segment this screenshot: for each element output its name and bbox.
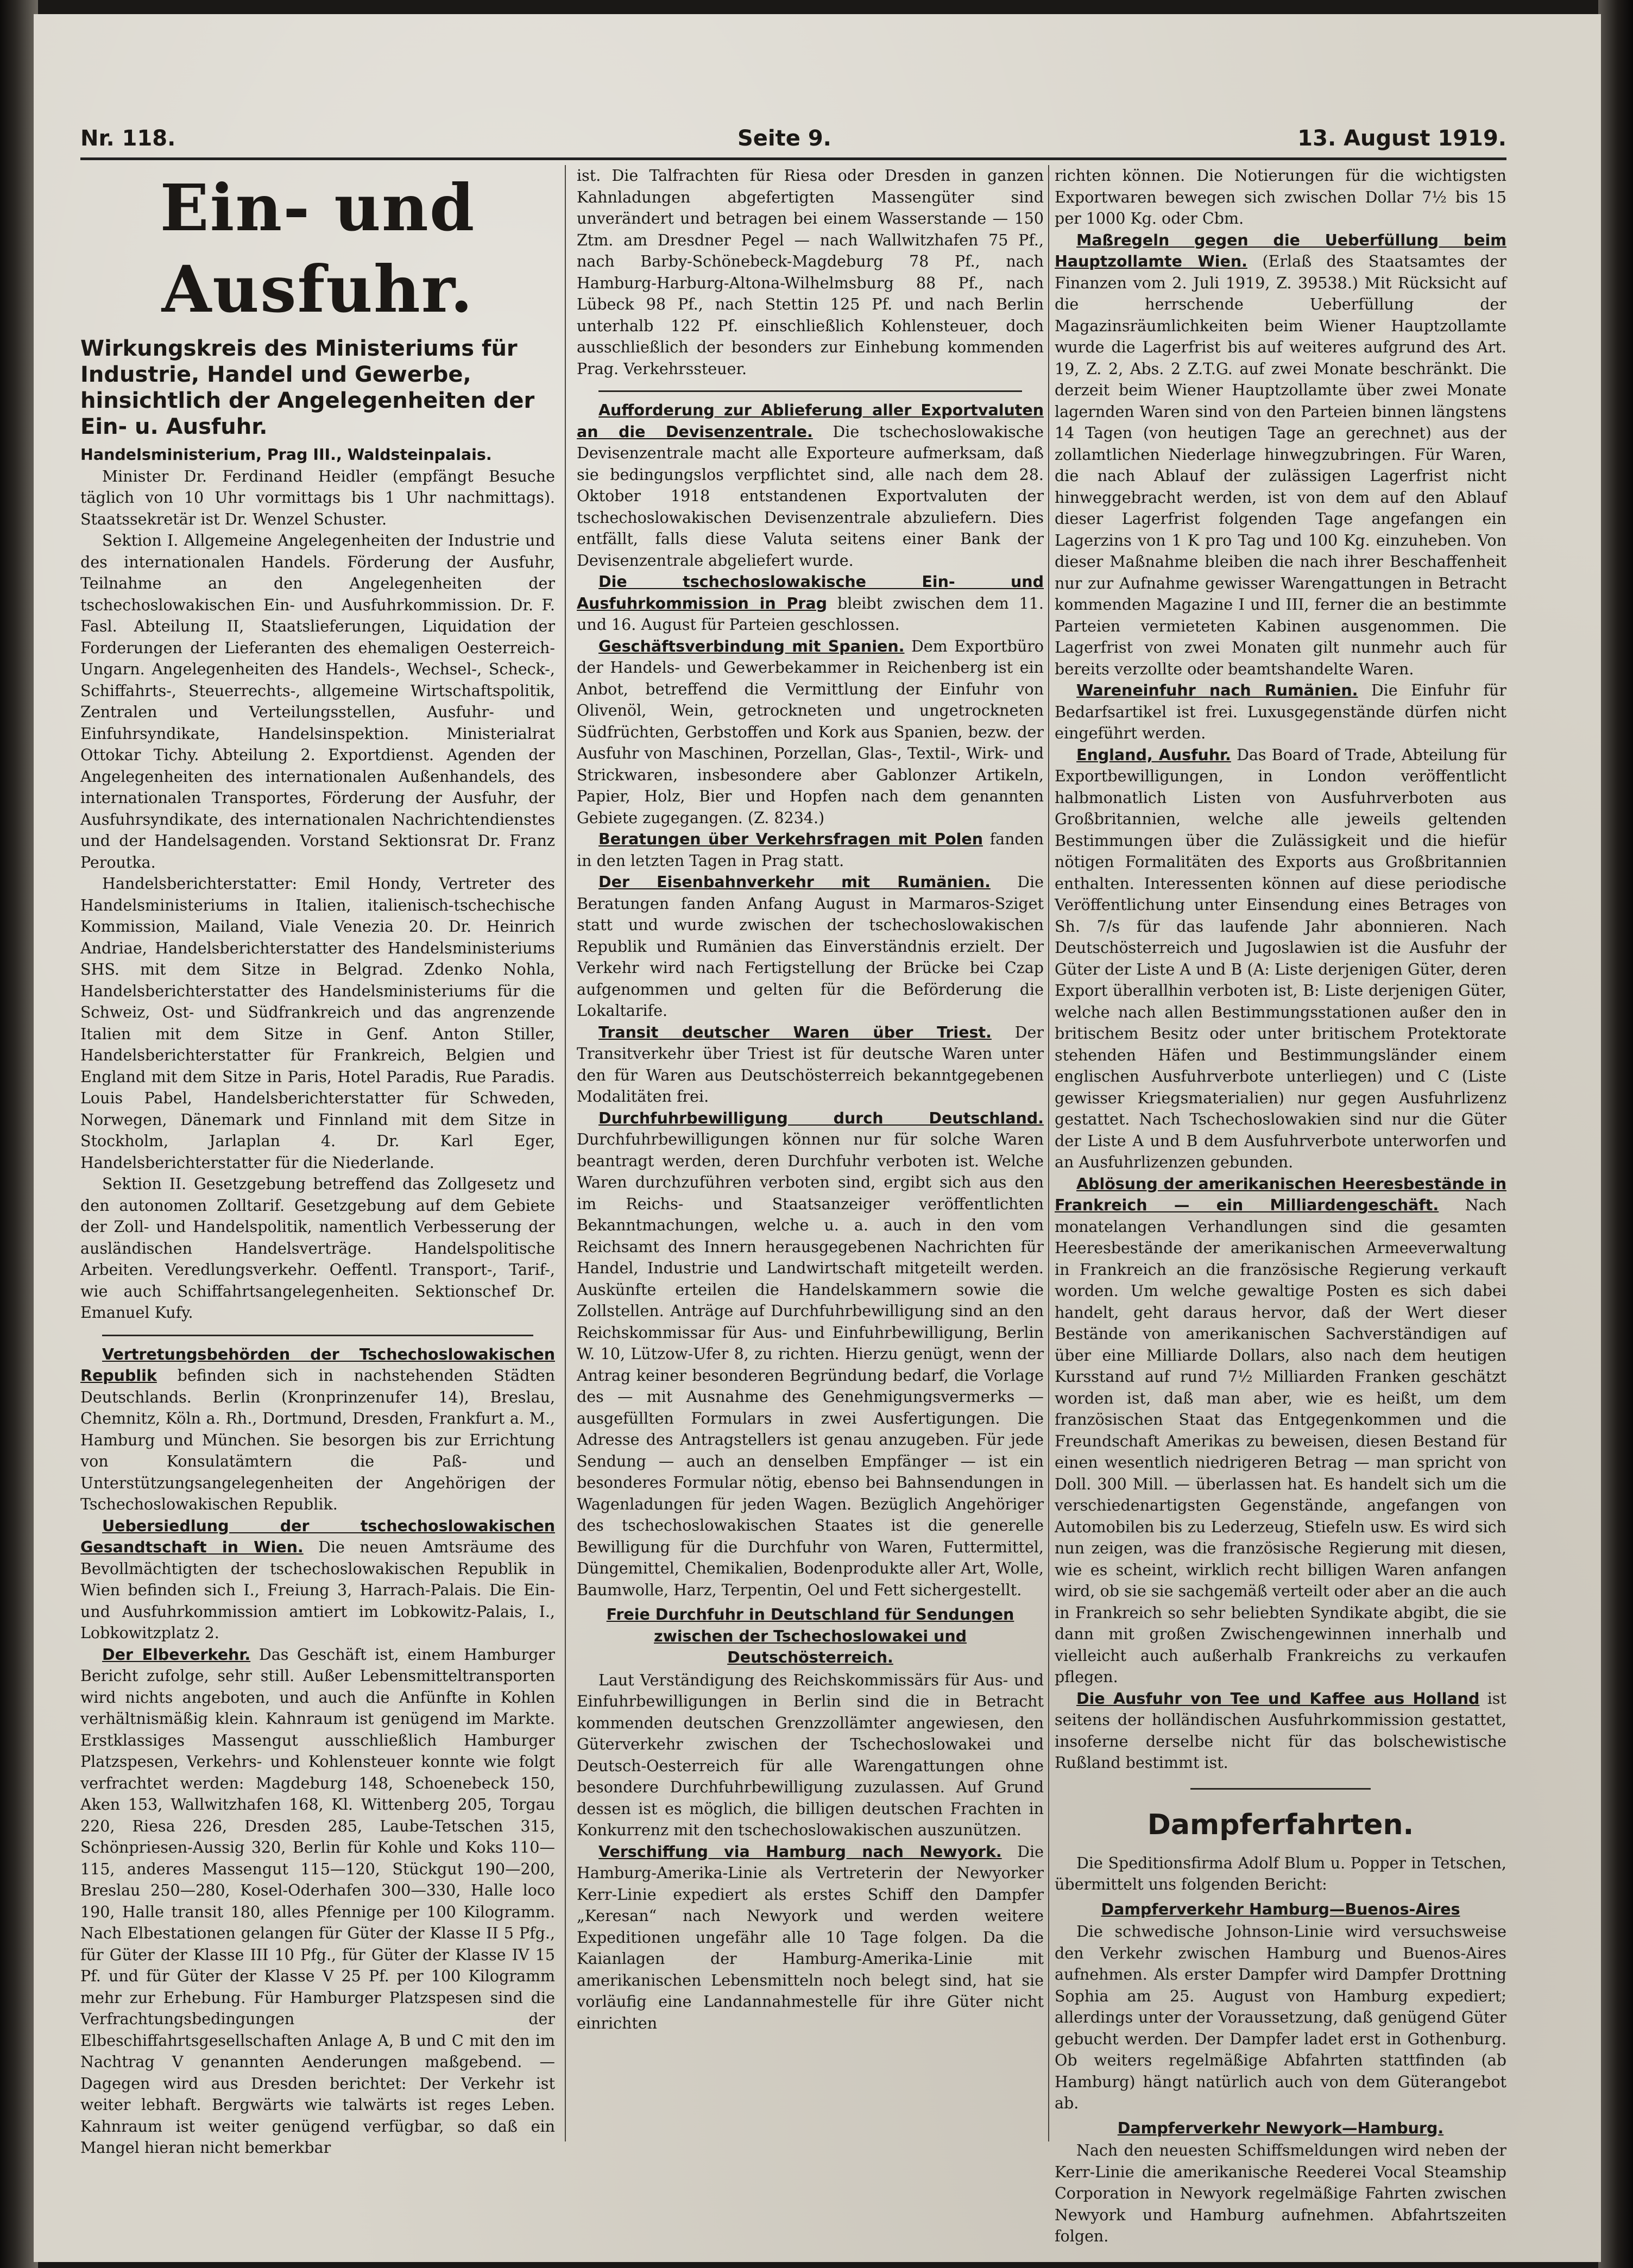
section-2-paragraph: Sektion II. Gesetzgebung betreffend das Zollgesetz und den autonomen Zolltarif. Gesetzgebung auf dem Gebiete der Zoll- und Handelspolitik, namentlich Verbesserung der ausländischen Handelsverträge. Handelspolitische Arbeiten. Veredlungsverkehr. Oeffentl. Transport-, Tarif-, wie auch Schiffahrtsangelegenheiten. Sektionschef Dr. Emanuel Kufy. xyxy=(80,1175,555,1322)
newyork-hamburg-heading: Dampferverkehr Newyork—Hamburg. xyxy=(1117,2119,1444,2137)
minister-paragraph: Minister Dr. Ferdinand Heidler (empfängt Besuche täglich von 10 Uhr vormittags bis 1 Uhr nachmittags). Staatssekretär ist Dr. Wenzel Schuster. xyxy=(80,467,555,528)
divider xyxy=(598,390,1022,392)
trieste-paragraph: Transit deutscher Waren über Triest. Der Transitverkehr über Triest ist für deutsche Waren unter den für Waren aus Deutschösterreich bekanntgegebenen Modalitäten frei. xyxy=(577,1023,1044,1105)
romania-rail-paragraph: Der Eisenbahnverkehr mit Rumänien. Die Beratungen fanden Anfang August in Marmaros-Sziget statt und wurde zwischen der tschechoslowakischen Republik und Rumänien das Einverständnis erzielt. Der Verkehr wird nach Fertigstellung der Brücke bei Czap aufgenommen und gelten für die Beförderung die Lokaltarife. xyxy=(577,873,1044,1020)
romania-import-paragraph: Wareneinfuhr nach Rumänien. Die Einfuhr für Bedarfsartikel ist frei. Luxusgegenstände dürfen nicht eingeführt werden. xyxy=(1055,681,1506,742)
hamburg-buenos-aires-heading: Dampferverkehr Hamburg—Buenos-Aires xyxy=(1101,1900,1460,1918)
free-transit-heading: Freie Durchfuhr in Deutschland für Sendungen zwischen der Tschechoslowakei und Deutschösterreich. xyxy=(606,1606,1014,1666)
embassy-move-paragraph: Uebersiedlung der tschechoslowakischen Gesandtschaft in Wien. Die neuen Amtsräume des Bevollmächtigten der tschechoslowakischen Republik in Wien befinden sich I., Freiung 3, Harrach-Palais. Die Ein- und Ausfuhrkommission amtiert im Lobkowitz-Palais, I., Lobkowitzplatz 2. xyxy=(80,1517,555,1642)
american-stocks-paragraph: Ablösung der amerikanischen Heeresbestände in Frankreich — ein Milliardengeschäft. Nach monatelangen Verhandlungen sind die gesamten Heeresbestände der amerikanischen Armeeverwaltung in Frankreich an die französische Regierung verkauft worden. Um welche gewaltige Posten es sich dabei handelt, geht daraus hervor, daß der Wert dieser Bestände von amerikanischen Sachverständigen auf über eine Milliarde Dollars, also nach dem heutigen Kursstand auf rund 7½ Milliarden Franken geschätzt worden ist, daß man aber, wie es heißt, um dem französischen Staat das Entgegenkommen und die Freundschaft Amerikas zu beweisen, diesen Bestand für einen wesentlich niedrigeren Betrag — man spricht von Doll. 300 Mill. — überlassen hat. Es handelt sich um die verschiedenartigsten Gegenstände, angefangen von Automobilen bis zu Lederzeug, Stiefeln usw. Es wird sich nun zeigen, was die französische Regierung mit diesen, wie es scheint, wirklich recht billigen Waren anfangen wird, ob sie sie sachgemäß verteilt oder aber an die auch in Frankreich so sehr beliebten Syndikate abgibt, die sie dann mit großen Zwischengewinnen innerhalb und vielleicht auch außerhalb Frankreichs zu verkaufen pflegen. xyxy=(1055,1174,1506,1686)
elbe-traffic-lead: Der Elbeverkehr. xyxy=(102,1645,251,1664)
header-rule xyxy=(80,157,1506,160)
divider xyxy=(1190,1788,1371,1790)
column-rule-2 xyxy=(1048,165,1049,2141)
representation-lead: Vertretungsbehörden der Tschechoslowakischen Republik xyxy=(80,1345,555,1385)
trade-reporters-paragraph: Handelsberichterstatter: Emil Hondy, Vertreter des Handelsministeriums in Italien, italienisch-tschechische Kommission, Mailand, Viale Venezia 20. Dr. Heinrich Andriae, Handelsberichterstatter des Handelsministeriums SHS. mit dem Sitze in Belgrad. Zdenko Nohla, Handelsberichterstatter des Handelsministeriums für die Schweiz, Ost- und Südfrankreich und das angrenzende Italien mit dem Sitze in Genf. Anton Stiller, Handelsberichterstatter für Frankreich, Belgien und England mit dem Sitze in Paris, Hotel Paradis, Rue Paradis. Louis Pabel, Handelsberichterstatter für Schweden, Norwegen, Dänemark und Finnland mit dem Sitze in Stockholm, Jarlaplan 4. Dr. Karl Eger, Handelsberichterstatter für die Niederlande. xyxy=(80,875,555,1172)
divider xyxy=(102,1335,533,1336)
newspaper-page xyxy=(34,14,1601,2262)
article-title: Ein- und Ausfuhr. xyxy=(160,170,476,327)
column-1 xyxy=(80,165,555,2212)
article-subtitle: Wirkungskreis des Ministeriums für Industrie, Handel und Gewerbe, hinsichtlich der Angelegenheiten der Ein- u. Ausfuhr. xyxy=(80,336,535,439)
free-transit-paragraph: Laut Verständigung des Reichskommissärs für Aus- und Einfuhrbewilligungen in Berlin sind die in Betracht kommenden deutschen Grenzzollämter angewiesen, den Güterverkehr zwischen der Tschechoslowakei und Deutsch-Oesterreich für alle Warengattungen ohne besondere Durchfuhrbewilligung zuzulassen. Auf Grund dessen ist es möglich, die billigen deutschen Frachten in Konkurrenz mit den tschechoslowakischen auszunützen. xyxy=(577,1671,1044,1839)
transit-permit-paragraph: Durchfuhrbewilligung durch Deutschland. Durchfuhrbewilligungen können nur für solche Waren beantragt werden, deren Durchfuhr verboten ist. Welche Waren durchzuführen verboten sind, ergibt sich aus den im Reichs- und Staatsanzeiger veröffentlichten Bekanntmachungen, welche u. a. auch in den vom Reichsamt des Innern herausgegebenen Nachrichten für Handel, Industrie und Landwirtschaft mitgeteilt werden. Auskünfte erteilen die Handelskammern sowie die Zollstellen. Anträge auf Durchfuhrbewilligung sind an den Reichskommissar für Aus- und Einfuhrbewilligung, Berlin W. 10, Lützow-Ufer 8, zu richten. Hierzu genügt, wenn der Antrag keiner besonderen Begründung bedarf, die Vorlage des — mit Ausnahme des Genehmigungsvermerks — ausgefüllten Formulars in zwei Ausfertigungen. Die Adresse des Antragstellers ist genau anzugeben. Für jede Sendung — auch an denselben Empfänger — ist ein besonderes Formular nötig, ebenso bei Bahnsendungen in Wagenladungen für jeden Wagen. Bezüglich Angehöriger des tschechoslowakischen Staates ist die generelle Bewilligung für die Durchfuhr von Waren, Futtermittel, Düngemittel, Chemikalien, Bodenprodukte aller Art, Wolle, Baumwolle, Harz, Terpentin, Oel und Fett sichergestellt. xyxy=(577,1109,1044,1599)
customs-vienna-paragraph: Maßregeln gegen die Ueberfüllung beim Hauptzollamte Wien. (Erlaß des Staatsamtes der Finanzen vom 2. Juli 1919, Z. 39538.) Mit Rücksicht auf die herrschende Ueberfüllung der Magazinsräumlichkeiten beim Wiener Hauptzollamte wurde die Lagerfrist bis auf weiteres aufgrund des Art. 19, Z. 2, Abs. 2 Z.T.G. auf zwei Monate beschränkt. Die derzeit beim Wiener Hauptzollamte über zwei Monate lagernden Waren sind von den Parteien binnen längstens 14 Tagen (von heutigen Tage an gerechnet) aus der zollamtlichen Niederlage hinwegzubringen. Für Waren, die nach Ablauf der zulässigen Lagerfrist nicht hinweggebracht werden, ist von dem auf den Ablauf dieser Lagerfrist folgenden Tage angefangen ein Lagerzins von 1 K pro Tag und 100 Kg. einzuheben. Von dieser Maßnahme bleiben die nach ihrer Beschaffenheit nur zur Aufnahme gewisser Warengattungen in Betracht kommenden Magazine I und III, ferner die an bestimmte Parteien vermieteten Kabinen ausgenommen. Die Lagerfrist von zwei Monaten gilt nunmehr auch für bereits verzollte oder beamtshandelte Waren. xyxy=(1055,231,1506,678)
steamer-intro: Die Speditionsfirma Adolf Blum u. Popper in Tetschen, übermittelt uns folgenden Bericht: xyxy=(1055,1854,1506,1893)
section-1-paragraph: Sektion I. Allgemeine Angelegenheiten der Industrie und des internationalen Handels. Förderung der Ausfuhr, Teilnahme an den Angelegenheiten der tschechoslowakischen Ein- und Ausfuhrkommission. Dr. F. Fasl. Abteilung II, Staatslieferungen, Liquidation der Forderungen der Lieferanten des ehemaligen Oesterreich-Ungarn. Angelegenheiten des Handels-, Wechsel-, Scheck-, Schiffahrts-, Steuerrechts-, allgemeine Wirtschaftspolitik, Zentralen und Verteilungsstellen, Ausfuhr- und Einfuhrsyndikate, Handelsinspektion. Ministerialrat Ottokar Tichy. Abteilung 2. Exportdienst. Agenden der Angelegenheiten des internationalen Außenhandels, des internationalen Transportes, Förderung der Ausfuhr, der Ausfuhrsyndikate, des internationalen Nachrichtendienstes und der Handelsagenden. Vorstand Sektionsrat Dr. Franz Peroutka. xyxy=(80,532,555,871)
elbe-traffic-paragraph: Der Elbeverkehr. Das Geschäft ist, einem Hamburger Bericht zufolge, sehr still. Außer Lebensmitteltransporten wird nichts angeboten, und auch die Anfünfte in Kohlen verhältnismäßig klein. Kahnraum ist genügend im Markte. Erstklassiges Massengut ausschließlich Hamburger Platzspesen, Verkehrs- und Kohlensteuer konnte wie folgt verfrachtet werden: Magdeburg 148, Schoenebeck 150, Aken 153, Wallwitzhafen 168, Kl. Wittenberg 205, Torgau 220, Riesa 226, Dresden 285, Laube-Tetschen 315, Schönpriesen-Aussig 320, Berlin für Kohle und Koks 110—115, anderes Massengut 115—120, Stückgut 190—200, Breslau 250—280, Kosel-Oderhafen 300—330, Halle loco 190, Halle transit 180, alles Pfennige per 100 Kilogramm. Nach Elbestationen gelangen für Güter der Klasse II 5 Pfg., für Güter der Klasse III 10 Pfg., für Güter der Klasse IV 15 Pf. und für Güter der Klasse V 25 Pf. per 100 Kilogramm mehr zur Erhebung. Für Hamburger Platzspesen sind die Verfrachtungsbedingungen der Elbeschiffahrtsgesellschaften Anlage A, B und C mit den im Nachtrag V genannten Aenderungen maßgebend. — Dagegen wird aus Dresden berichtet: Der Verkehr ist weiter lebhaft. Bergwärts wie talwärts ist reges Leben. Kahnraum ist weiter genügend verfügbar, so daß ein Mangel hieran nicht bemerkbar xyxy=(80,1645,556,2157)
scan-edge-right xyxy=(1598,0,1633,2268)
column-3 xyxy=(1055,165,1506,2245)
commission-paragraph: Die tschechoslowakische Ein- und Ausfuhrkommission in Prag bleibt zwischen dem 11. und 16. August für Parteien geschlossen. xyxy=(577,573,1044,634)
newyork-shipping-paragraph: Verschiffung via Hamburg nach Newyork. Die Hamburg-Amerika-Linie als Vertreterin der Newyorker Kerr-Linie expediert als erstes Schiff den Dampfer „Keresan“ nach Newyork und werden weitere Expeditionen ungefähr alle 10 Tage folgen. Da die Kaianlagen der Hamburg-Amerika-Linie mit amerikanischen Lebensmitteln noch belegt sind, hat sie vorläufig eine Landannahmestelle für ihre Güter nicht einrichten xyxy=(577,1842,1044,2032)
issue-number: Nr. 118. xyxy=(80,126,176,151)
steamer-section-heading: Dampferfahrten. xyxy=(1147,1808,1414,1841)
column-rule-1 xyxy=(565,165,566,2141)
representation-paragraph: Vertretungsbehörden der Tschechoslowakischen Republik befinden sich in nachstehenden Städten Deutschlands. Berlin (Kronprinzenufer 14), Breslau, Chemnitz, Köln a. Rh., Dortmund, Dresden, Frankfurt a. M., Hamburg und München. Sie besorgen bis zur Errichtung von Konsulatämtern die Paß- und Unterstützungsangelegenheiten der Angehörigen der Tschechoslowakischen Republik. xyxy=(80,1345,555,1513)
embassy-move-lead: Uebersiedlung der tschechoslowakischen Gesandtschaft in Wien. xyxy=(80,1517,555,1556)
quotation-continuation: richten können. Die Notierungen für die wichtigsten Exportwaren bewegen sich zwischen Dollar 7½ bis 15 per 1000 Kg. oder Cbm. xyxy=(1055,167,1506,228)
england-export-paragraph: England, Ausfuhr. Das Board of Trade, Abteilung für Exportbewilligungen, in London veröffentlicht halbmonatlich Listen von Ausfuhrverboten aus Großbritannien, welche alle jeweils geltenden Bestimmungen über die Zulässigkeit und die hiefür nötigen Formalitäten des Exports aus Großbritannien enthalten. Interessenten können auf diese periodische Veröffentlichung unter Einsendung eines Betrages von Sh. 7/s für das laufende Jahr abonnieren. Nach Deutschösterreich und Jugoslawien ist die Ausfuhr der Güter der Liste A und B (A: Liste derjenigen Güter, deren Export überallhin verboten ist, B: Liste derjenigen Güter, welche nach allen Bestimmungsstationen außer den in britischem Besitz oder unter britischem Protektorate stehenden Häfen und Bestimmungsländer einem englischen Ausfuhrverbote unterliegen) und C (Liste gewisser Kriegsmaterialien) nur gegen Ausfuhrlizenz gestattet. Nach Tschechoslowakien sind nur die Güter der Liste A und B dem Ausfuhrverbote unterworfen und an Ausfuhrlizenzen gebunden. xyxy=(1055,746,1506,1171)
issue-date: 13. August 1919. xyxy=(1297,126,1506,151)
page-number: Seite 9. xyxy=(737,126,831,151)
newyork-hamburg-paragraph: Nach den neuesten Schiffsmeldungen wird neben der Kerr-Linie die amerikanische Reederei Vocal Steamship Corporation in Newyork regelmäßige Fahrten zwischen Newyork und Hamburg aufnehmen. Abfahrtszeiten folgen. xyxy=(1055,2141,1506,2245)
poland-paragraph: Beratungen über Verkehrsfragen mit Polen fanden in den letzten Tagen in Prag statt. xyxy=(577,830,1044,870)
freight-continuation: ist. Die Talfrachten für Riesa oder Dresden in ganzen Kahnladungen abgefertigten Massengüter sind unverändert und betragen bei einem Wasserstande — 150 Ztm. am Dresdner Pegel — nach Wallwitzhafen 75 Pf., nach Barby-Schönebeck-Magdeburg 78 Pf., nach Hamburg-Harburg-Altona-Wilhelmsburg 88 Pf., nach Lübeck 98 Pf., nach Stettin 125 Pf. und nach Berlin unterhalb 122 Pf. einschließlich Kohlensteuer, doch ausschließlich der besonders zur Einhebung kommenden Prag. Verkehrssteuer. xyxy=(577,167,1044,378)
spain-paragraph: Geschäftsverbindung mit Spanien. Dem Exportbüro der Handels- und Gewerbekammer in Reichenberg ist ein Anbot, betreffend die Vermittlung der Einfuhr von Olivenöl, Wein, getrockneten und ungetrockneten Südfrüchten, Gerbstoffen und Kork aus Spanien, bezw. der Ausfuhr von Maschinen, Porzellan, Glas-, Textil-, Wirk- und Strickwaren, insbesondere aber Gablonzer Artikeln, Papier, Holz, Bier und Hopfen nach dem genannten Gebiete zugegangen. (Z. 8234.) xyxy=(577,637,1044,827)
tea-coffee-paragraph: Die Ausfuhr von Tee und Kaffee aus Holland ist seitens der holländischen Ausfuhrkommission gestattet, insoferne derselbe nicht für das bolschewistische Rußland bestimmt ist. xyxy=(1055,1689,1506,1772)
scan-edge-left xyxy=(0,0,38,2268)
page-header xyxy=(80,126,1506,159)
export-currency-paragraph: Aufforderung zur Ablieferung aller Exportvaluten an die Devisenzentrale. Die tschechoslowakische Devisenzentrale macht alle Exporteure aufmerksam, daß sie bedingungslos verpflichtet sind, alle nach dem 28. Oktober 1918 entstandenen Exportvaluten der tschechoslowakischen Devisenzentrale abzuliefern. Dies entfällt, falls diese Valuta seitens einer Bank der Devisenzentrale abgeliefert wurde. xyxy=(577,401,1044,570)
ministry-address: Handelsministerium, Prag III., Waldsteinpalais. xyxy=(80,446,492,464)
column-2 xyxy=(577,165,1044,2212)
hamburg-buenos-aires-paragraph: Die schwedische Johnson-Linie wird versuchsweise den Verkehr zwischen Hamburg und Buenos-Aires aufnehmen. Als erster Dampfer wird Dampfer Drottning Sophia am 25. August von Hamburg expediert; allerdings unter der Voraussetzung, daß genügend Güter gebucht werden. Der Dampfer ladet erst in Gothenburg. Ob weiters regelmäßige Abfahrten stattfinden (ab Hamburg) hängt natürlich auch von dem Güterangebot ab. xyxy=(1055,1923,1506,2112)
